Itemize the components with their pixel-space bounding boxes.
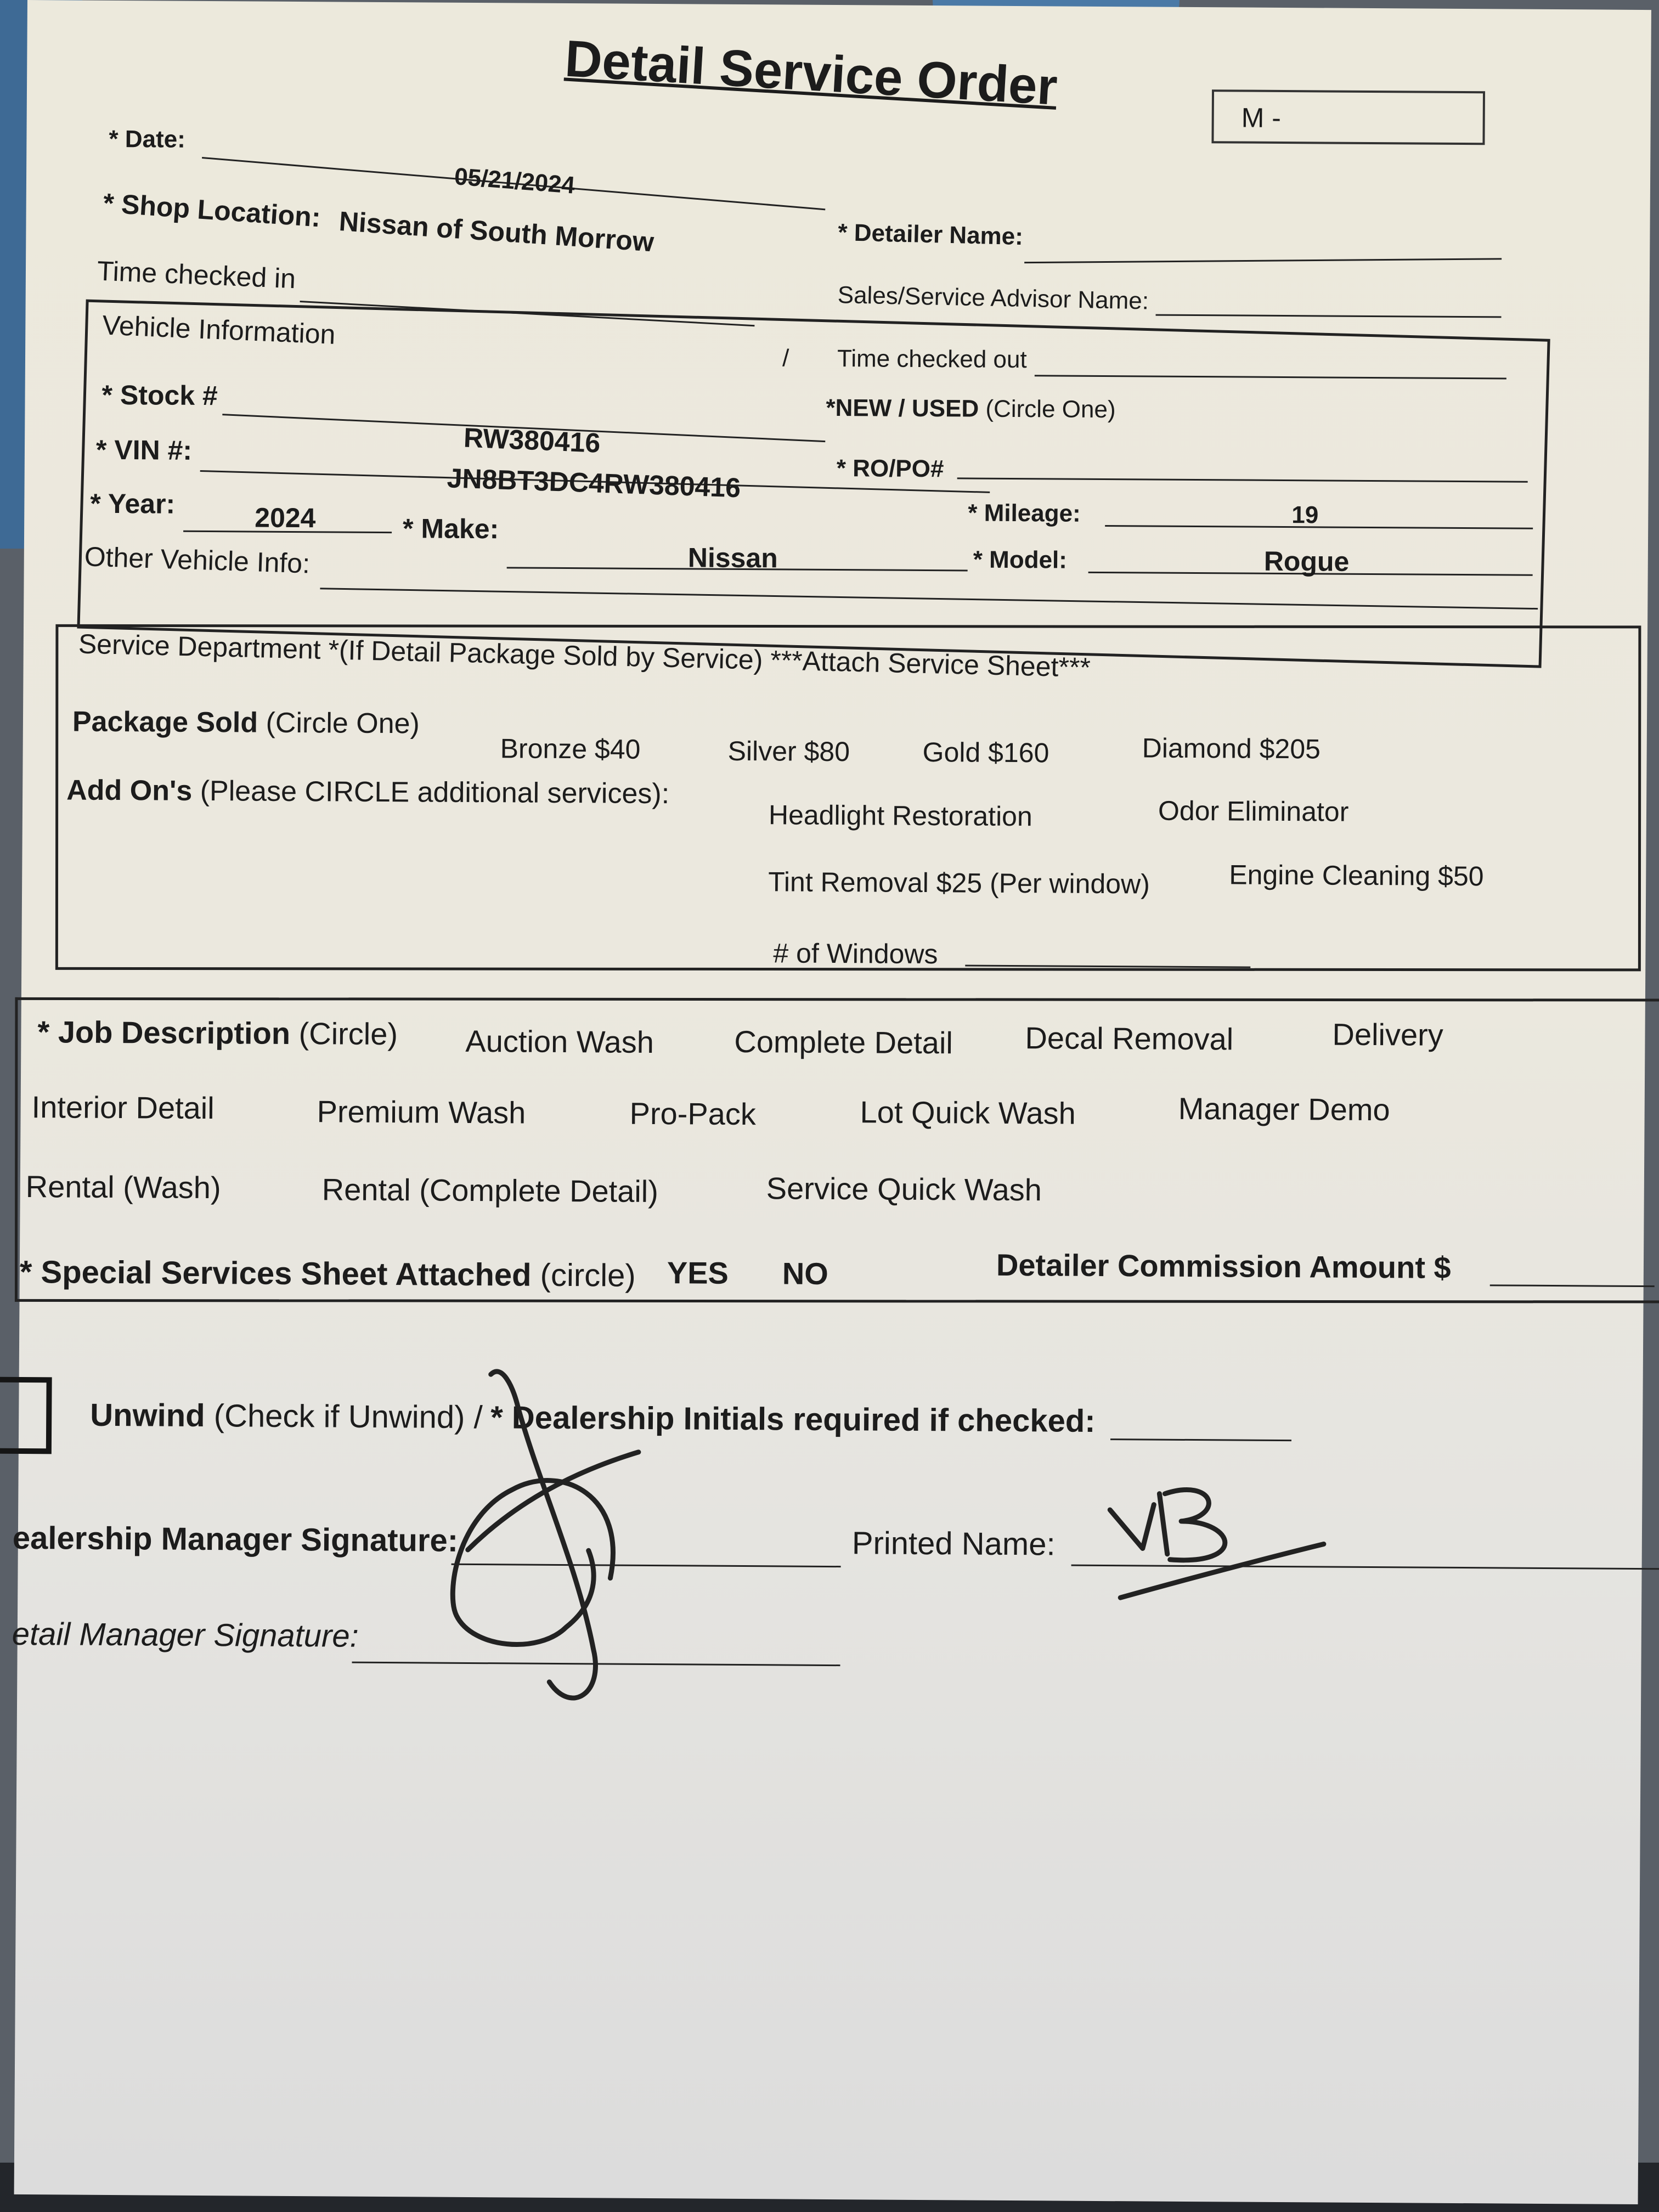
job-rental-wash[interactable]: Rental (Wash) <box>25 1169 221 1205</box>
package-label: Package Sold (Circle One) <box>72 706 420 740</box>
year-value[interactable]: 2024 <box>255 502 316 534</box>
stock-label: * Stock # <box>101 379 218 411</box>
initials-v <box>1110 1504 1154 1548</box>
commission-label: Detailer Commission Amount $ <box>996 1247 1451 1285</box>
m-number-label: M - <box>1241 102 1282 133</box>
shop-location-label: * Shop Location: <box>102 187 322 233</box>
job-interior-detail[interactable]: Interior Detail <box>31 1090 215 1126</box>
shop-location-value[interactable]: Nissan of South Morrow <box>338 205 655 258</box>
dealership-signature-label: ealership Manager Signature: <box>12 1520 459 1559</box>
job-description-label: * Job Description (Circle) <box>37 1014 398 1052</box>
addon-headlight-restoration[interactable]: Headlight Restoration <box>768 799 1032 832</box>
vin-label: * VIN #: <box>95 434 193 466</box>
package-gold[interactable]: Gold $160 <box>922 736 1049 769</box>
form-title: Detail Service Order <box>563 29 1059 116</box>
job-pro-pack[interactable]: Pro-Pack <box>629 1096 757 1132</box>
package-bronze[interactable]: Bronze $40 <box>500 733 641 765</box>
job-delivery[interactable]: Delivery <box>1332 1017 1443 1052</box>
detail-manager-signature-label: etail Manager Signature: <box>12 1616 359 1654</box>
job-decal-removal[interactable]: Decal Removal <box>1025 1020 1234 1057</box>
detailer-name-label: * Detailer Name: <box>837 219 1024 251</box>
package-diamond[interactable]: Diamond $205 <box>1142 732 1321 765</box>
initials-b <box>1159 1489 1226 1560</box>
job-auction-wash[interactable]: Auction Wash <box>465 1023 654 1060</box>
stock-value[interactable]: RW380416 <box>463 422 601 459</box>
date-label: * Date: <box>109 125 185 153</box>
time-out-label: Time checked out <box>837 345 1027 374</box>
handwritten-marks <box>14 0 1651 2204</box>
service-dept-header: Service Department *(If Detail Package Sold by Service) ***Attach Service Sheet*** <box>78 628 1091 683</box>
year-label: * Year: <box>90 488 176 520</box>
mileage-label: * Mileage: <box>968 499 1081 527</box>
model-label: * Model: <box>973 546 1068 574</box>
advisor-label: Sales/Service Advisor Name: <box>837 281 1149 315</box>
other-info-label: Other Vehicle Info: <box>83 541 311 579</box>
special-no[interactable]: NO <box>782 1256 829 1291</box>
model-value[interactable]: Rogue <box>1263 545 1350 577</box>
vehicle-info-header: Vehicle Information <box>101 309 336 350</box>
package-silver[interactable]: Silver $80 <box>727 735 850 768</box>
job-service-quick-wash[interactable]: Service Quick Wash <box>766 1171 1042 1207</box>
windows-label: # of Windows <box>773 938 938 970</box>
service-order-sheet <box>14 0 1651 2204</box>
ro-po-label: * RO/PO# <box>836 455 944 483</box>
addon-tint-removal[interactable]: Tint Removal $25 (Per window) <box>768 866 1150 900</box>
job-lot-quick-wash[interactable]: Lot Quick Wash <box>860 1094 1076 1131</box>
new-used-label: *NEW / USED (Circle One) <box>826 394 1116 424</box>
vin-value[interactable]: JN8BT3DC4RW380416 <box>446 462 741 504</box>
make-label: * Make: <box>402 513 499 545</box>
job-manager-demo[interactable]: Manager Demo <box>1178 1091 1390 1127</box>
time-separator: / <box>782 345 789 372</box>
signature-stroke <box>489 1372 597 1698</box>
addons-label: Add On's (Please CIRCLE additional services): <box>66 774 670 810</box>
time-in-label: Time checked in <box>96 255 297 295</box>
make-value[interactable]: Nissan <box>687 542 778 574</box>
date-value[interactable]: 05/21/2024 <box>453 163 576 199</box>
job-complete-detail[interactable]: Complete Detail <box>734 1024 953 1060</box>
unwind-label: Unwind (Check if Unwind) / <box>90 1397 483 1436</box>
printed-name-label: Printed Name: <box>851 1525 1056 1562</box>
job-rental-complete-detail[interactable]: Rental (Complete Detail) <box>321 1172 659 1209</box>
special-yes[interactable]: YES <box>667 1255 729 1290</box>
initials-label: * Dealership Initials required if checked: <box>490 1400 1096 1439</box>
special-services-label: * Special Services Sheet Attached (circle) <box>19 1254 636 1294</box>
job-premium-wash[interactable]: Premium Wash <box>317 1094 526 1130</box>
mileage-value[interactable]: 19 <box>1291 501 1319 529</box>
addon-odor-eliminator[interactable]: Odor Eliminator <box>1158 795 1349 827</box>
addon-engine-cleaning[interactable]: Engine Cleaning $50 <box>1229 859 1484 892</box>
